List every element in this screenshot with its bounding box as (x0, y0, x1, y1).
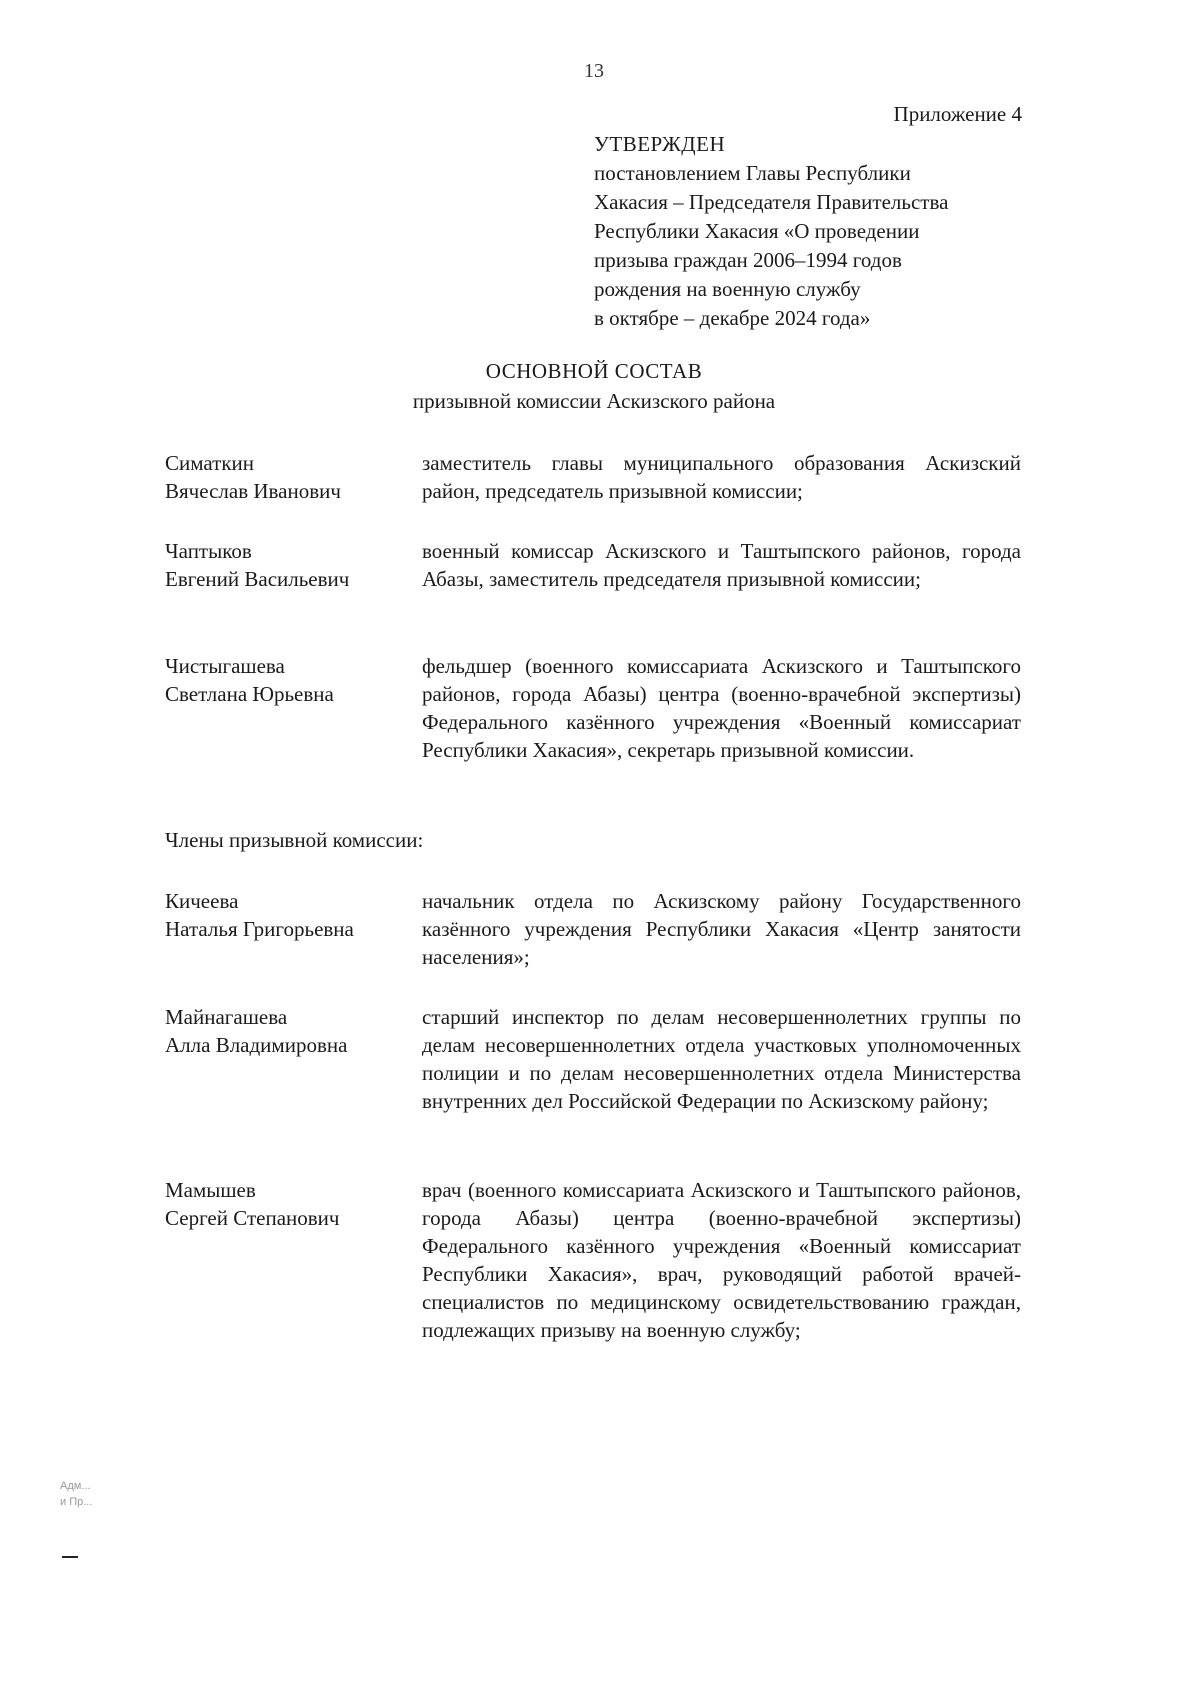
member-name (165, 449, 422, 505)
title-main: ОСНОВНОЙ СОСТАВ (485, 359, 703, 383)
member-surname: Симаткин (165, 451, 255, 475)
member-given-name: Наталья Григорьевна (165, 917, 354, 941)
member-name (165, 1003, 422, 1115)
approval-line: Хакасия – Председателя Правительства (594, 190, 949, 214)
member-surname: Майнагашева (165, 1005, 288, 1029)
member-entry (165, 887, 1021, 971)
members-heading: Члены призывной комиссии: (165, 828, 424, 852)
member-entry (165, 1176, 1021, 1344)
approval-line: рождения на военную службу (594, 277, 861, 301)
member-entry (165, 537, 1021, 593)
approval-line: Республики Хакасия «О проведении (594, 219, 920, 243)
document-title (0, 356, 1188, 416)
appendix-label: Приложение 4 (893, 102, 1022, 126)
approval-heading: УТВЕРЖДЕН (594, 132, 726, 156)
approval-line: в октябре – декабре 2024 года» (594, 306, 871, 330)
footer-stamp (60, 1478, 92, 1510)
footer-stamp-line: и Пр... (60, 1496, 93, 1508)
member-surname: Чаптыков (165, 539, 252, 563)
member-given-name: Алла Владимировна (165, 1033, 348, 1057)
member-given-name: Вячеслав Иванович (165, 479, 341, 503)
member-position: начальник отдела по Аскизскому району Государственного казённого учреждения Республики Хакасия «Центр занятости населения»; (422, 889, 1021, 969)
page-number: 13 (584, 60, 604, 82)
title-subtitle: призывной комиссии Аскизского района (412, 389, 776, 413)
footer-dash (62, 1556, 78, 1558)
member-name (165, 1176, 422, 1344)
member-position: фельдшер (военного комиссариата Аскизского и Таштыпского районов, города Абазы) центра (военно-врачебной экспертизы) Федерального казённого учреждения «Военный комиссариат Республики Хакасия», секретарь призывной комиссии. (422, 654, 1021, 762)
member-entry (165, 449, 1021, 505)
member-position: старший инспектор по делам несовершеннолетних группы по делам несовершеннолетних отдела участковых уполномоченных полиции и по делам несовершеннолетних отдела Министерства внутренних дел Российской Федерации по Аскизскому району; (422, 1005, 1021, 1113)
member-name (165, 537, 422, 593)
approval-line: призыва граждан 2006–1994 годов (594, 248, 902, 272)
member-surname: Чистыгашева (165, 654, 285, 678)
member-name (165, 652, 422, 764)
footer-stamp-line: Адм... (60, 1480, 91, 1492)
member-surname: Мамышев (165, 1178, 256, 1202)
approval-block (594, 130, 1034, 333)
member-position: военный комиссар Аскизского и Таштыпского районов, города Абазы, заместитель председателя призывной комиссии; (422, 539, 1021, 591)
member-entry (165, 652, 1021, 764)
approval-line: постановлением Главы Республики (594, 161, 911, 185)
member-position: врач (военного комиссариата Аскизского и Таштыпского районов, города Абазы) центра (военно-врачебной экспертизы) Федерального казённого учреждения «Военный комиссариат Республики Хакасия», врач, руководящий работой врачей-специалистов по медицинскому освидетельствованию граждан, подлежащих призыву на военную службу; (422, 1178, 1021, 1342)
member-given-name: Светлана Юрьевна (165, 682, 334, 706)
member-entry (165, 1003, 1021, 1115)
member-position: заместитель главы муниципального образования Аскизский район, председатель призывной комиссии; (422, 451, 1021, 503)
member-surname: Кичеева (165, 889, 239, 913)
member-given-name: Евгений Васильевич (165, 567, 350, 591)
member-given-name: Сергей Степанович (165, 1206, 340, 1230)
member-name (165, 887, 422, 971)
